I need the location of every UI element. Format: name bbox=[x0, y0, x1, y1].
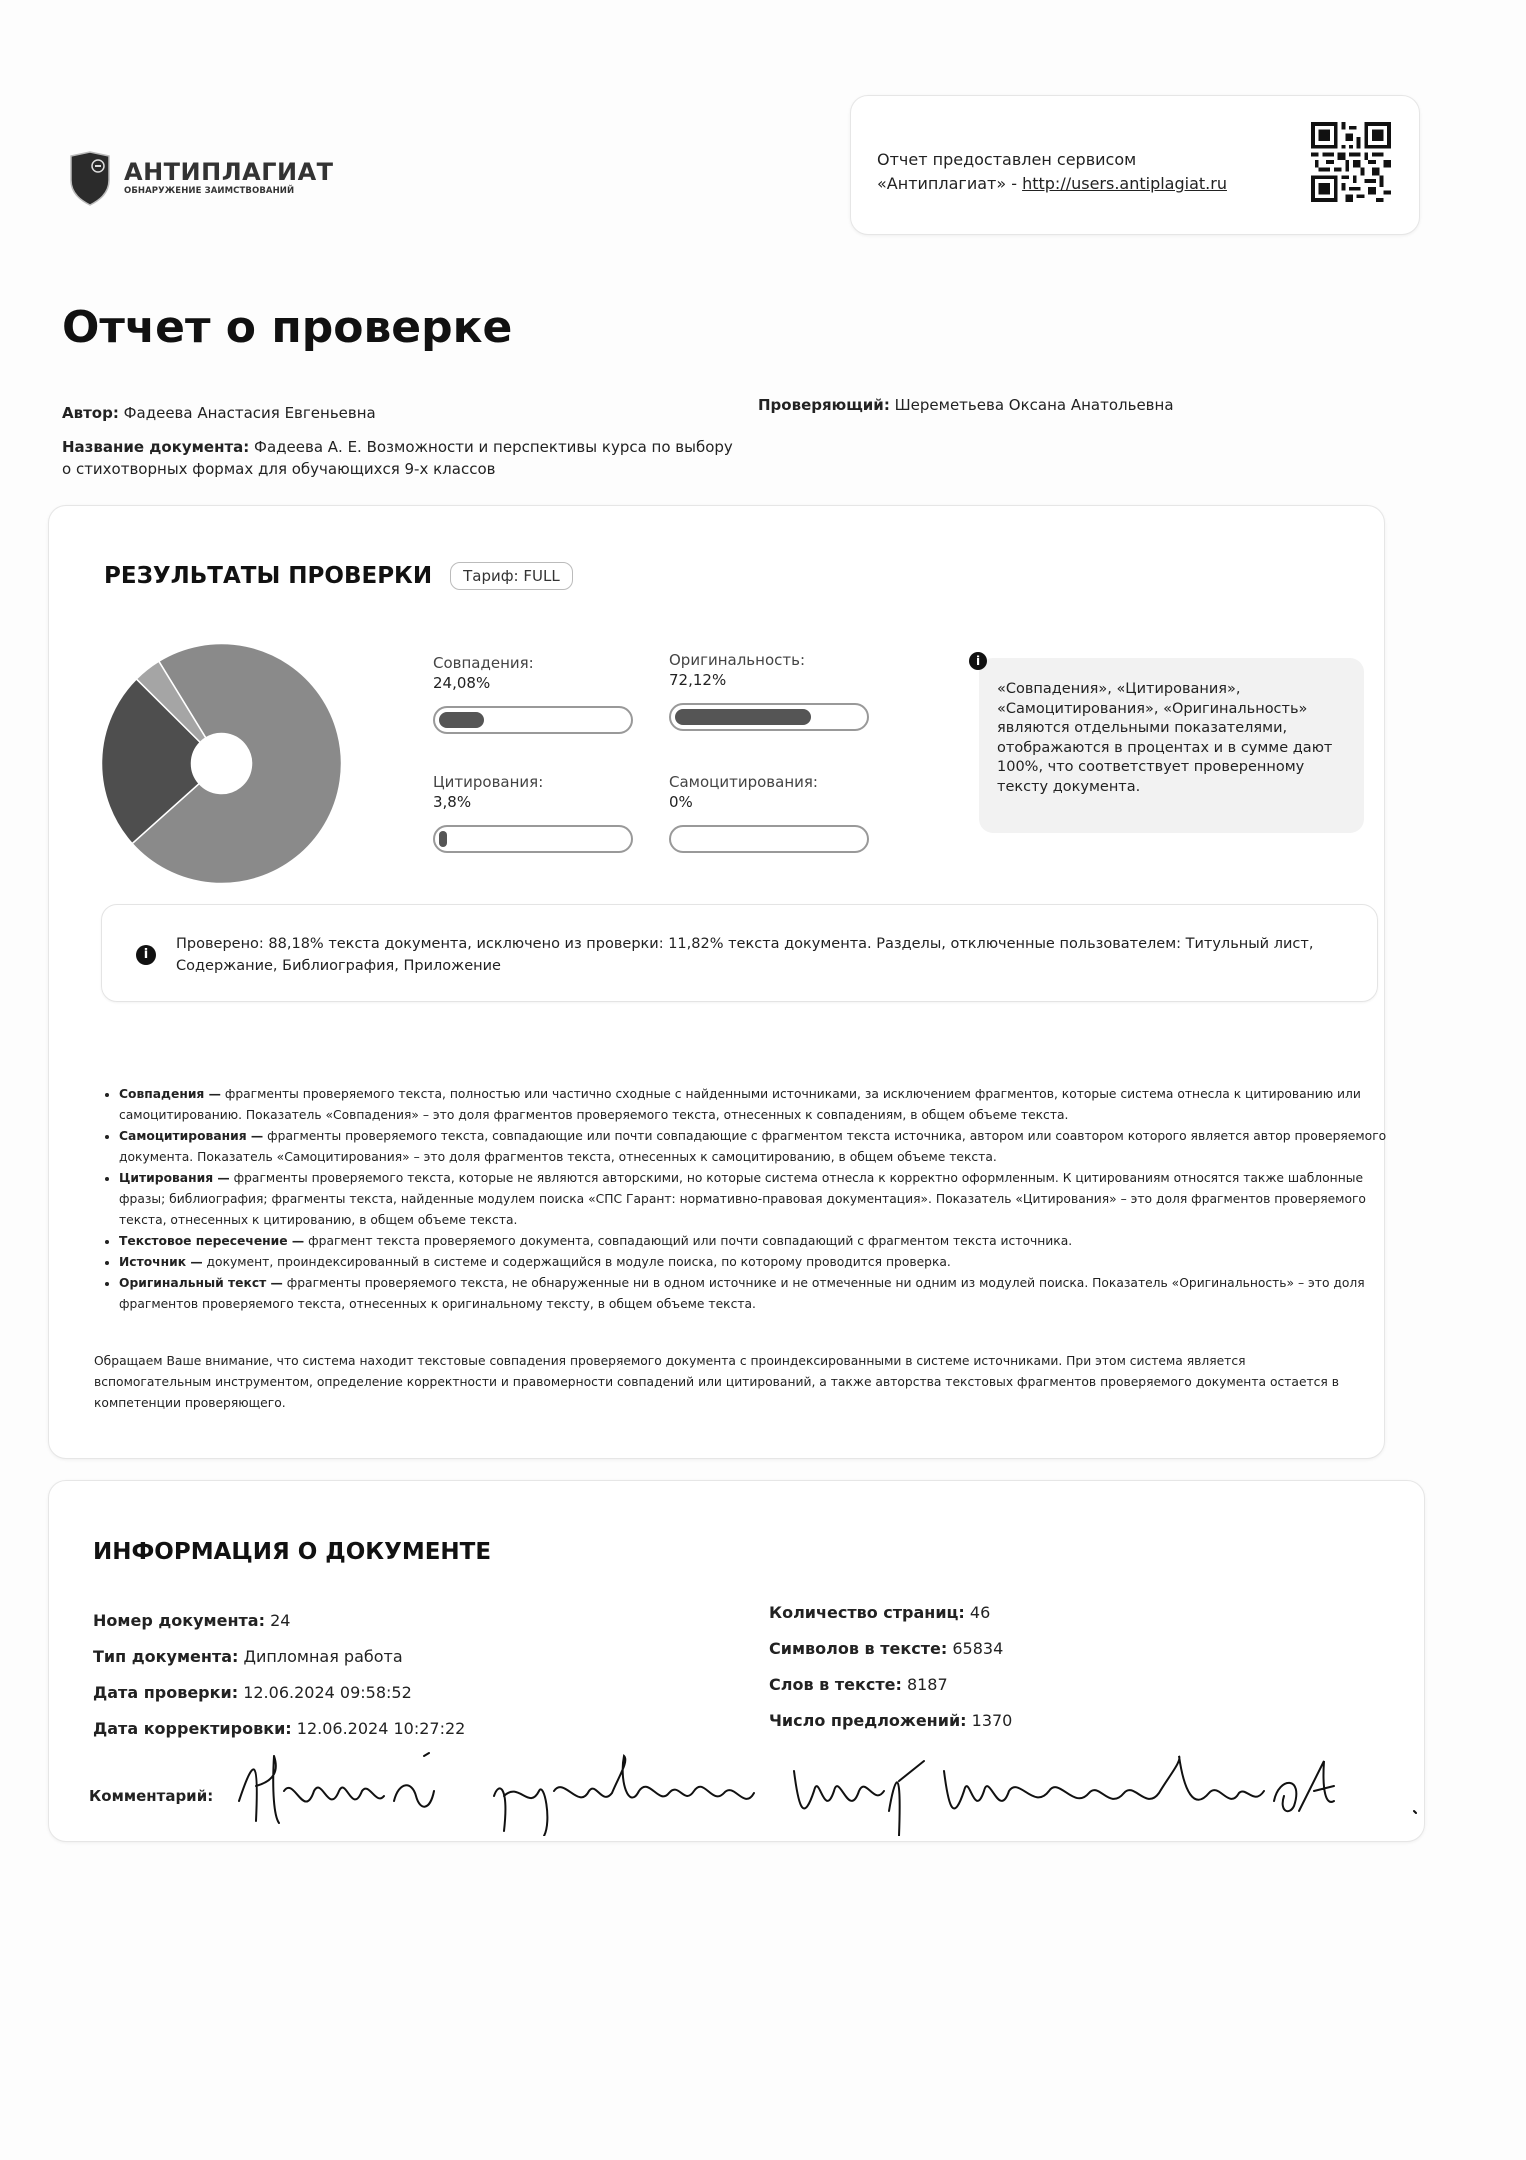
definition-item bbox=[119, 1126, 1389, 1168]
checker-label: Проверяющий: bbox=[758, 396, 890, 414]
definition-item bbox=[119, 1084, 1389, 1126]
metrics-note bbox=[975, 654, 1364, 833]
info-value: 24 bbox=[270, 1611, 291, 1630]
logo-name: АНТИПЛАГИАТ bbox=[124, 158, 334, 186]
antiplagiat-link[interactable]: http://users.antiplagiat.ru bbox=[1022, 174, 1227, 193]
definition-text: документ, проиндексированный в системе и содержащийся в модуле поиска, по которому проводится проверка. bbox=[202, 1255, 951, 1269]
info-value: Дипломная работа bbox=[243, 1647, 403, 1666]
info-row bbox=[93, 1675, 465, 1711]
checker-field bbox=[758, 394, 1174, 416]
provider-line: Отчет предоставлен сервисом bbox=[877, 150, 1137, 169]
author-value: Фадеева Анастасия Евгеньевна bbox=[123, 404, 376, 422]
document-info-left bbox=[93, 1603, 465, 1747]
document-info-right bbox=[769, 1595, 1012, 1739]
info-row bbox=[769, 1667, 1012, 1703]
results-donut-chart bbox=[99, 641, 344, 886]
progress-bar bbox=[669, 825, 869, 853]
document-title-value: Фадеева А. Е. Возможности и перспективы курса по выбору о стихотворных формах для обучающихся 9-х классов bbox=[62, 438, 733, 478]
definition-item bbox=[119, 1231, 1389, 1252]
info-row bbox=[93, 1639, 465, 1675]
results-card bbox=[48, 505, 1385, 1459]
disclaimer-text: Обращаем Ваше внимание, что система находит текстовые совпадения проверяемого документа с проиндексированными в системе источниками. При этом система является вспомогательным инструментом, определение корректности и правомерности совпадений или цитирований, а также авторства текстовых фрагментов проверяемого документа остается в компетенции проверяющего. bbox=[94, 1354, 1339, 1410]
provider-name: «Антиплагиат» - bbox=[877, 174, 1023, 193]
info-icon: i bbox=[969, 652, 987, 670]
definition-term: Цитирования — bbox=[119, 1171, 230, 1185]
definition-term: Источник — bbox=[119, 1255, 203, 1269]
progress-bar bbox=[669, 703, 869, 731]
definition-text: фрагмент текста проверяемого документа, совпадающий или почти совпадающий с фрагментом текста источника. bbox=[304, 1234, 1073, 1248]
definition-text: фрагменты проверяемого текста, полностью или частично сходные с найденными источниками, за исключением фрагментов, которые система отнесла к цитированию или самоцитированию. Показатель «Совпадения» – это доля фрагментов проверяемого текста, отнесенных к совпадениям, в общем объеме текста. bbox=[119, 1087, 1361, 1122]
definition-item bbox=[119, 1273, 1389, 1315]
info-value: 12.06.2024 10:27:22 bbox=[296, 1719, 466, 1738]
progress-fill bbox=[439, 831, 447, 847]
info-value: 1370 bbox=[971, 1711, 1013, 1730]
info-value: 46 bbox=[969, 1603, 991, 1622]
progress-fill bbox=[439, 712, 484, 728]
metric-label: Самоцитирования: bbox=[669, 773, 818, 791]
info-label: Слов в тексте: bbox=[769, 1675, 902, 1694]
definition-text: фрагменты проверяемого текста, совпадающие или почти совпадающие с фрагментом текста источника, автором или соавтором которого является автор проверяемого документа. Показатель «Самоцитирования» – это доля фрагментов текста, отнесенных к самоцитированию, в общем объеме текста. bbox=[119, 1129, 1387, 1164]
info-value: 65834 bbox=[952, 1639, 1004, 1658]
shield-logo-icon bbox=[68, 150, 112, 206]
tariff-badge: Тариф: FULL bbox=[450, 562, 573, 590]
checker-value: Шереметьева Оксана Анатольевна bbox=[894, 396, 1174, 414]
qr-code-icon[interactable] bbox=[1311, 122, 1391, 202]
document-title-label: Название документа: bbox=[62, 438, 250, 456]
page-title: Отчет о проверке bbox=[62, 302, 513, 353]
handwritten-signature bbox=[234, 1751, 1444, 1836]
info-label: Дата корректировки: bbox=[93, 1719, 292, 1738]
provider-text bbox=[877, 148, 1227, 196]
info-label: Дата проверки: bbox=[93, 1683, 239, 1702]
antiplagiat-logo bbox=[68, 150, 334, 206]
definitions-list bbox=[99, 1084, 1389, 1315]
document-info-heading: ИНФОРМАЦИЯ О ДОКУМЕНТЕ bbox=[93, 1539, 492, 1565]
progress-bar bbox=[433, 825, 633, 853]
info-label: Номер документа: bbox=[93, 1611, 265, 1630]
document-info-card bbox=[48, 1480, 1425, 1842]
checked-summary-text: Проверено: 88,18% текста документа, исключено из проверки: 11,82% текста документа. Разделы, отключенные пользователем: Титульный лист, Содержание, Библиография, Приложение bbox=[176, 936, 1314, 974]
metric-label: Совпадения: bbox=[433, 654, 534, 672]
provider-card bbox=[850, 95, 1420, 235]
info-row bbox=[769, 1595, 1012, 1631]
definition-item bbox=[119, 1168, 1389, 1231]
info-row bbox=[93, 1603, 465, 1639]
info-label: Символов в тексте: bbox=[769, 1639, 948, 1658]
comment-label: Комментарий: bbox=[89, 1787, 214, 1805]
progress-fill bbox=[675, 709, 811, 725]
info-label: Количество страниц: bbox=[769, 1603, 965, 1622]
definition-term: Совпадения — bbox=[119, 1087, 221, 1101]
metric-label: Оригинальность: bbox=[669, 651, 805, 669]
metric-value: 24,08% bbox=[433, 674, 491, 692]
definition-term: Самоцитирования — bbox=[119, 1129, 264, 1143]
document-title-field bbox=[62, 436, 742, 480]
metric-citations bbox=[433, 773, 633, 853]
progress-bar bbox=[433, 706, 633, 734]
metrics-note-text: «Совпадения», «Цитирования», «Самоцитирования», «Оригинальность» являются отдельными показателями, отображаются в процентах и в сумме дают 100%, что соответствует проверенному тексту документа. bbox=[997, 681, 1333, 795]
definition-text: фрагменты проверяемого текста, которые не являются авторскими, но которые система отнесла к корректно оформленным. К цитированиям относятся также шаблонные фразы; библиография; фрагменты текста, найденные модулем поиска «СПС Гарант: нормативно-правовая документация». Показатель «Цитирования» – это доля фрагментов проверяемого текста, отнесенных к цитированию, в общем объеме текста. bbox=[119, 1171, 1366, 1227]
metric-label: Цитирования: bbox=[433, 773, 544, 791]
checked-summary bbox=[101, 904, 1378, 1002]
info-row bbox=[93, 1711, 465, 1747]
info-label: Число предложений: bbox=[769, 1711, 967, 1730]
definition-text: фрагменты проверяемого текста, не обнаруженные ни в одном источнике и не отмеченные ни одним из модулей поиска. Показатель «Оригинальность» – это доля фрагментов проверяемого текста, отнесенных к оригинальному тексту, в общем объеме текста. bbox=[119, 1276, 1365, 1311]
logo-subtitle: ОБНАРУЖЕНИЕ ЗАИМСТВОВАНИЙ bbox=[124, 186, 295, 196]
results-heading: РЕЗУЛЬТАТЫ ПРОВЕРКИ bbox=[104, 563, 433, 589]
metric-value: 72,12% bbox=[669, 671, 727, 689]
definition-item bbox=[119, 1252, 1389, 1273]
metric-value: 3,8% bbox=[433, 793, 472, 811]
definition-term: Текстовое пересечение — bbox=[119, 1234, 305, 1248]
metric-self-citations bbox=[669, 773, 869, 853]
info-row bbox=[769, 1631, 1012, 1667]
definition-term: Оригинальный текст — bbox=[119, 1276, 283, 1290]
metric-value: 0% bbox=[669, 793, 693, 811]
info-label: Тип документа: bbox=[93, 1647, 239, 1666]
results-header bbox=[104, 562, 573, 590]
info-value: 8187 bbox=[906, 1675, 948, 1694]
author-label: Автор: bbox=[62, 404, 119, 422]
info-row bbox=[769, 1703, 1012, 1739]
metric-matches bbox=[433, 654, 633, 734]
info-icon: i bbox=[136, 945, 156, 965]
author-field bbox=[62, 402, 376, 424]
metric-originality bbox=[669, 651, 869, 731]
info-value: 12.06.2024 09:58:52 bbox=[243, 1683, 412, 1702]
